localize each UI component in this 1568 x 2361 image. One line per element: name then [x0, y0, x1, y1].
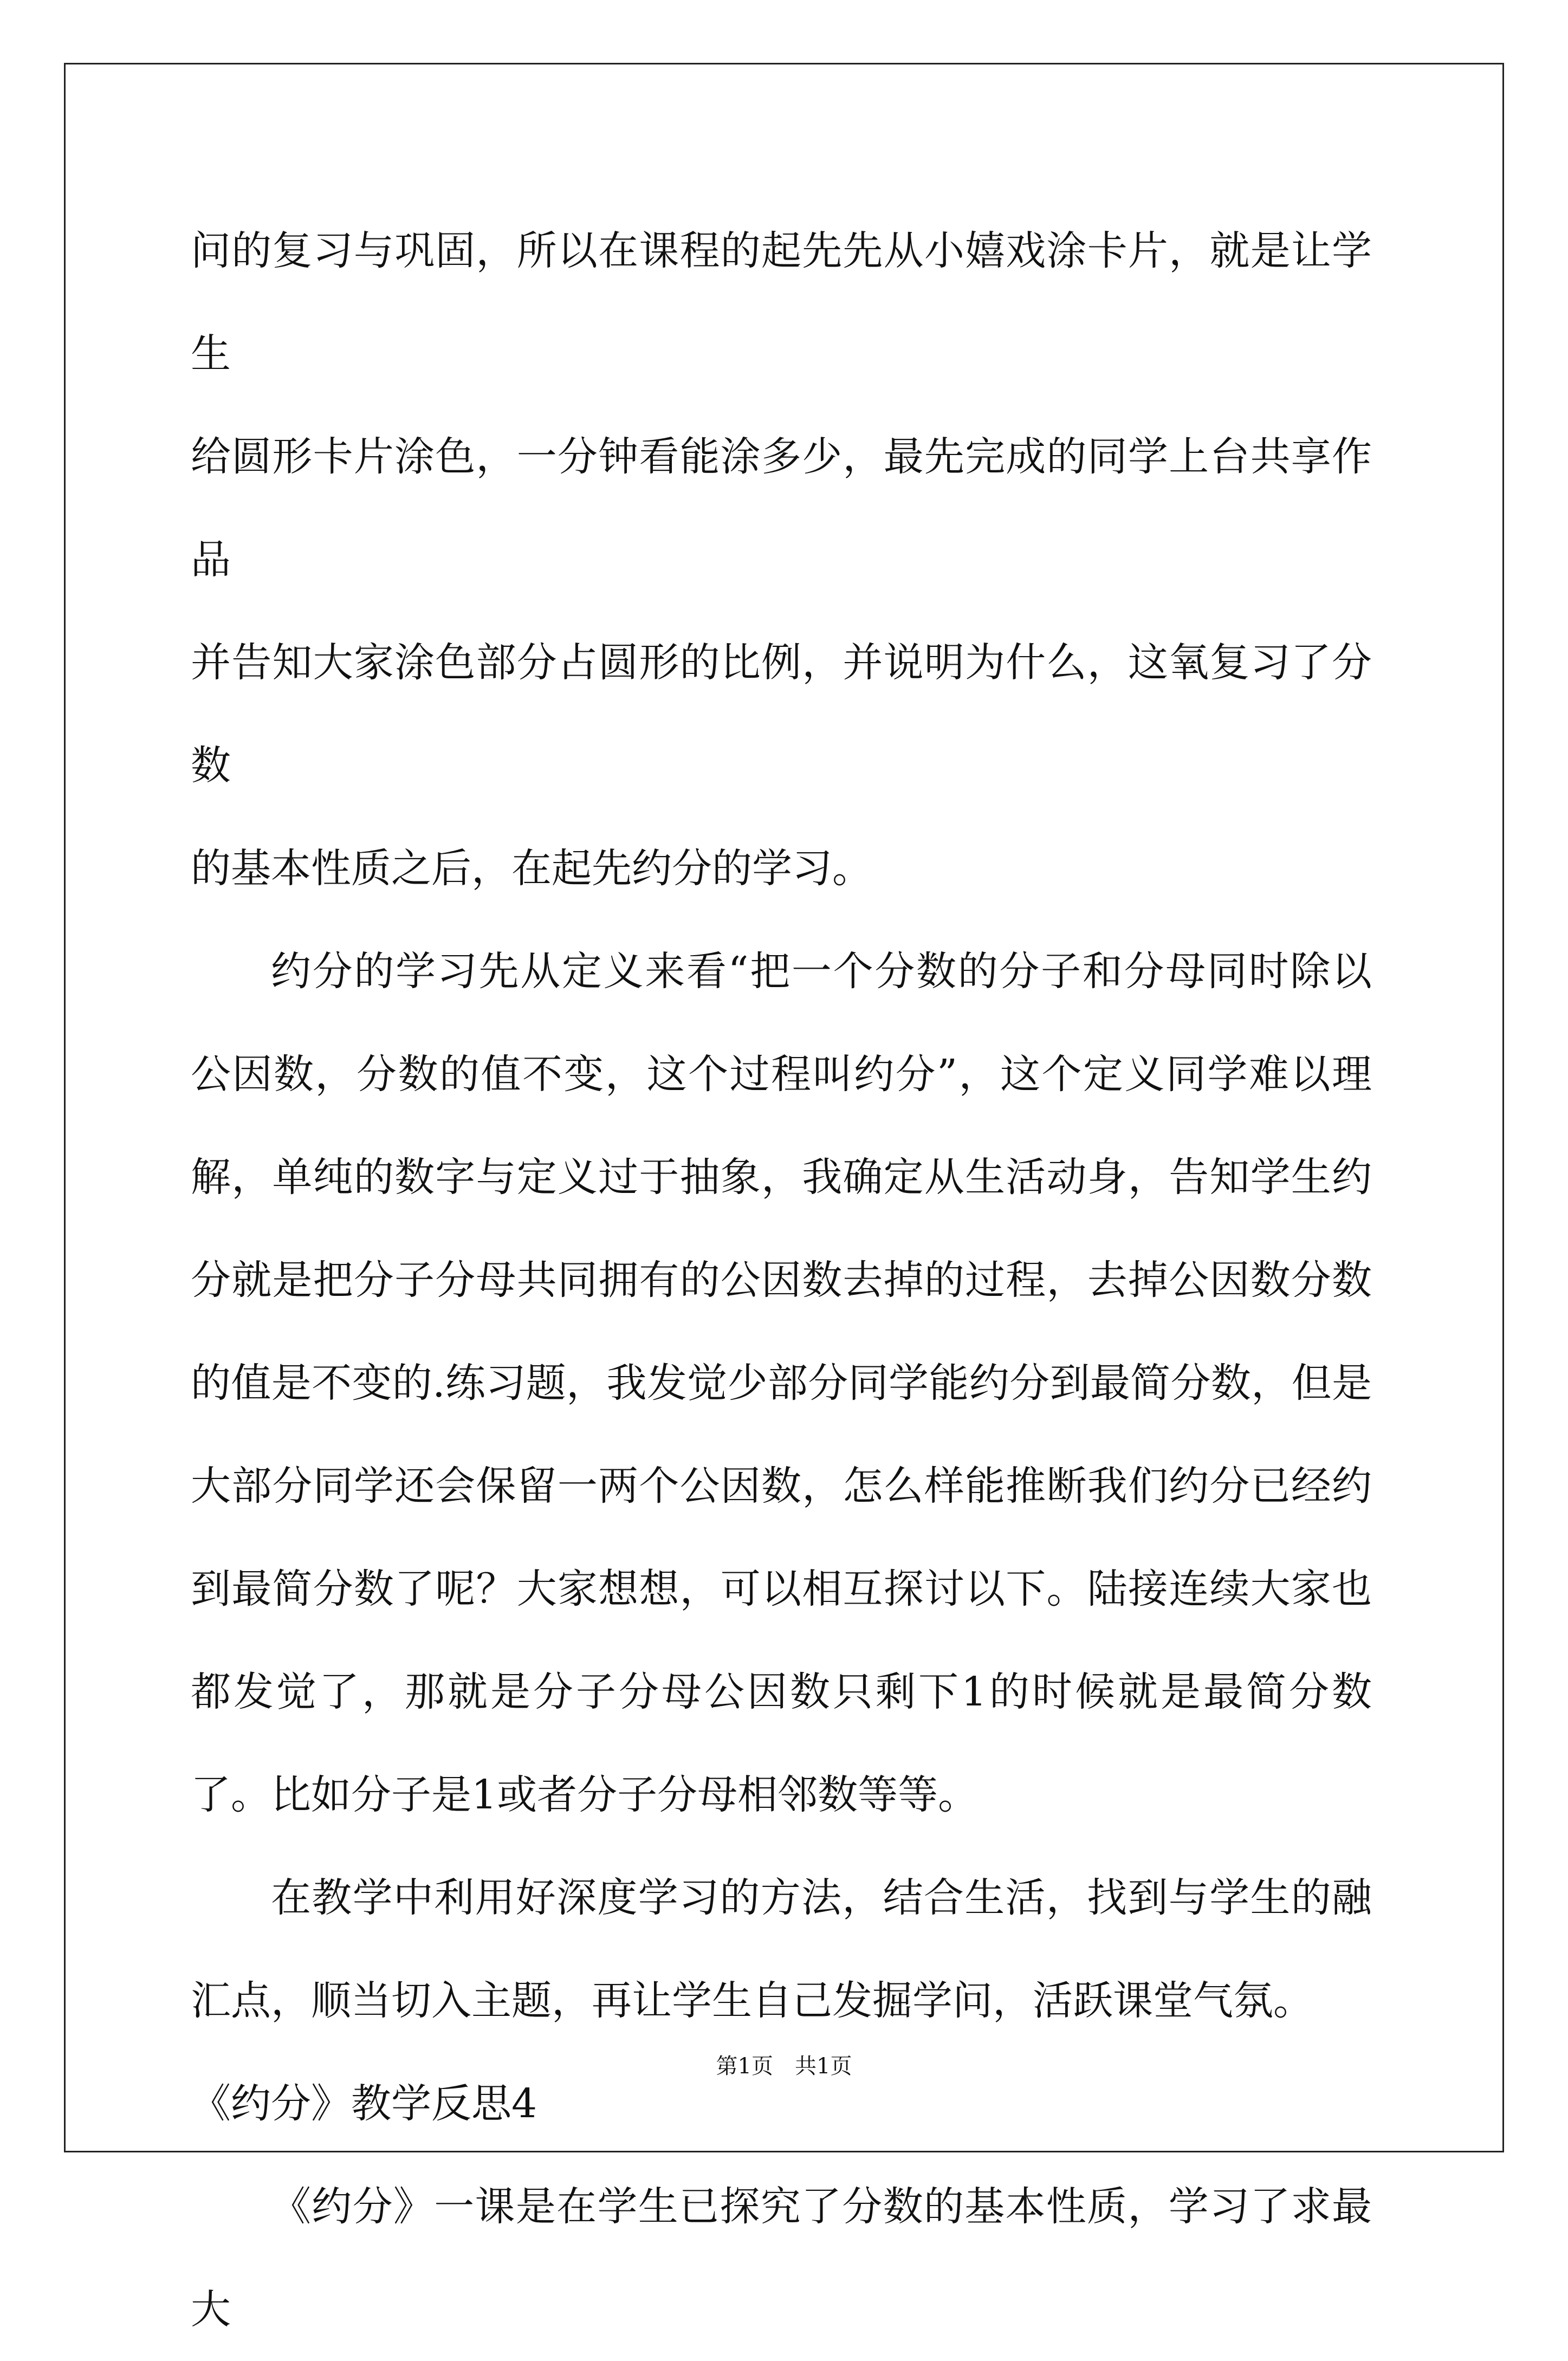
- page-footer: 第1页 共1页: [716, 2054, 852, 2079]
- document-body: [191, 199, 1372, 2361]
- paragraph-intro: 《约分》一课是在学生已探究了分数的基本性质，学习了求最大: [191, 2183, 1372, 2333]
- text-line-2: 给圆形卡片涂色，一分钟看能涂多少，最先完成的同学上台共享作品: [191, 433, 1372, 583]
- paragraph-definition: 约分的学习先从定义来看“把一个分数的分子和分母同时除以公因数，分数的值不变，这个过程叫约分”，这个定义同学难以理解，单纯的数字与定义过于抽象，我确定从生活动身，告知学生约分就是把分子分母共同拥有的公因数去掉的过程，去掉公因数分数的值是不变的.练习题，我发觉少部分同学能约分到最简分数，但是大部分同学还会保留一两个公因数，怎么样能推断我们约分已经约到最简分数了呢？大家想想，可以相互探讨以下。陆接连续大家也都发觉了，那就是分子分母公因数只剩下1的时候就是最简分数了。比如分子是1或者分子分母相邻数等等。: [191, 948, 1372, 1818]
- text-line-3: 并告知大家涂色部分占圆形的比例，并说明为什么，这氧复习了分数: [191, 639, 1372, 789]
- section-heading: 《约分》教学反思4: [191, 2080, 537, 2127]
- text-line-1: 问的复习与巩固，所以在课程的起先先从小嬉戏涂卡片，就是让学生: [191, 228, 1372, 377]
- paragraph-conclusion: 在教学中利用好深度学习的方法，结合生活，找到与学生的融汇点，顺当切入主题，再让学生自己发掘学问，活跃课堂气氛。: [191, 1874, 1372, 2024]
- text-line-4: 的基本性质之后，在起先约分的学习。: [191, 845, 872, 892]
